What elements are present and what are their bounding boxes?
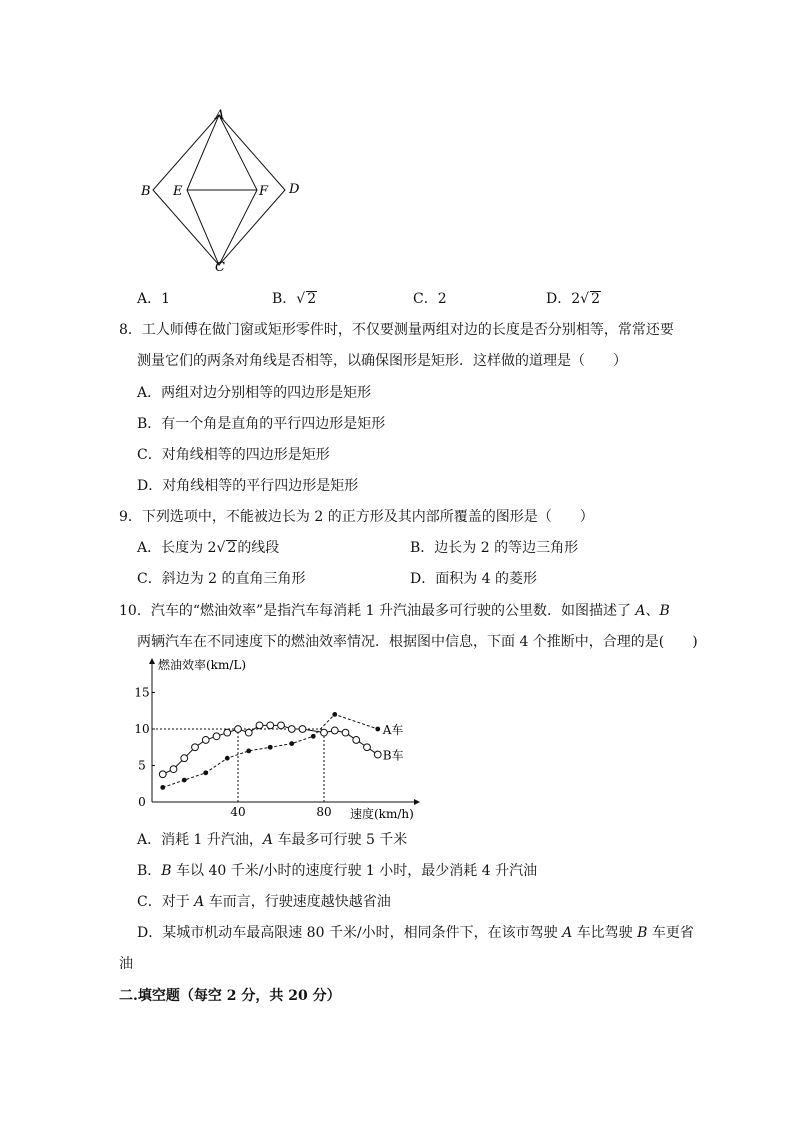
data-point-b bbox=[267, 722, 274, 729]
data-point-b bbox=[235, 726, 242, 733]
data-point-a bbox=[203, 770, 208, 775]
data-point-a bbox=[225, 756, 230, 761]
data-point-b bbox=[353, 737, 360, 744]
label-e: E bbox=[173, 184, 183, 199]
q9-option-c: C．斜边为 2 的直角三角形 bbox=[137, 571, 306, 587]
y-tick-label: 0 bbox=[138, 795, 146, 809]
q7-option-b: B．√ 2 bbox=[272, 291, 317, 307]
data-point-a bbox=[268, 745, 273, 750]
q10-option-a: A．消耗 1 升汽油，A 车最多可行驶 5 千米 bbox=[137, 832, 408, 848]
q9-option-d: D．面积为 4 的菱形 bbox=[410, 571, 538, 587]
y-axis-label: 燃油效率(km/L) bbox=[158, 658, 247, 672]
data-point-b bbox=[256, 722, 263, 729]
data-point-b bbox=[331, 727, 338, 734]
q8-option-c: C．对角线相等的四边形是矩形 bbox=[137, 447, 330, 463]
data-point-b bbox=[321, 729, 328, 736]
data-point-b bbox=[299, 726, 306, 733]
series-label-a: A车 bbox=[382, 723, 404, 737]
q10-line2: 两辆汽车在不同速度下的燃油效率情况．根据图中信息，下面 4 个推断中，合理的是( ) bbox=[137, 634, 698, 650]
q8-line2: 测量它们的两条对角线是否相等，以确保图形是矩形．这样做的道理是（ ） bbox=[137, 353, 627, 369]
y-axis-arrow bbox=[149, 658, 155, 664]
data-point-b bbox=[364, 744, 371, 751]
data-point-b bbox=[192, 744, 199, 751]
data-point-a bbox=[332, 712, 337, 717]
q10-option-d: D．某城市机动车最高限速 80 千米/小时，相同条件下，在该市驾驶 A 车比驾驶 B 车更省 bbox=[137, 925, 694, 941]
data-point-a bbox=[311, 734, 316, 739]
data-point-b bbox=[170, 766, 177, 773]
q7-option-d: D．2√ 2 bbox=[546, 291, 600, 307]
data-point-b bbox=[181, 755, 188, 762]
data-point-b bbox=[342, 729, 349, 736]
q7-option-c: C．2 bbox=[413, 291, 447, 307]
q7-option-a: A．1 bbox=[137, 291, 171, 307]
data-point-b bbox=[224, 729, 231, 736]
data-point-a bbox=[246, 749, 251, 754]
q8-option-a: A．两组对边分别相等的四边形是矩形 bbox=[137, 385, 372, 401]
q10-option-c: C．对于 A 车而言，行驶速度越快越省油 bbox=[137, 894, 391, 910]
x-axis-arrow bbox=[414, 799, 420, 805]
data-point-a bbox=[160, 785, 165, 790]
label-d: D bbox=[289, 182, 300, 197]
series-label-b: B车 bbox=[382, 748, 404, 763]
data-point-b bbox=[213, 733, 220, 740]
data-point-b bbox=[202, 737, 209, 744]
label-a: A bbox=[215, 108, 225, 123]
label-c: C bbox=[215, 260, 225, 275]
data-point-b bbox=[245, 729, 252, 736]
q10-option-d-line2: 油 bbox=[119, 956, 133, 972]
data-point-b bbox=[374, 751, 381, 758]
label-b: B bbox=[141, 184, 151, 199]
x-tick-label: 40 bbox=[230, 805, 246, 819]
data-point-a bbox=[375, 727, 380, 732]
data-point-a bbox=[182, 778, 187, 783]
data-point-b bbox=[159, 771, 166, 778]
q10-option-b: B．B 车以 40 千米/小时的速度行驶 1 小时，最少消耗 4 升汽油 bbox=[137, 863, 538, 879]
x-tick-label: 80 bbox=[316, 805, 332, 819]
q10-line1: 10．汽车的“燃油效率”是指汽车每消耗 1 升汽油最多可行驶的公里数．如图描述了 A、B bbox=[119, 603, 670, 619]
data-point-b bbox=[278, 722, 285, 729]
section-heading: 二.填空题（每空 2 分，共 20 分） bbox=[119, 988, 341, 1004]
y-tick-label: 15 bbox=[134, 685, 150, 700]
y-tick-label: 5 bbox=[138, 758, 146, 773]
q8-option-d: D．对角线相等的平行四边形是矩形 bbox=[137, 478, 359, 494]
geometry-figure bbox=[135, 105, 310, 275]
data-point-b bbox=[288, 726, 295, 733]
q9-option-a: A．长度为 2√ 2的线段 bbox=[137, 540, 280, 556]
fuel-efficiency-chart bbox=[128, 656, 414, 826]
q9-stem: 9．下列选项中，不能被边长为 2 的正方形及其内部所覆盖的图形是（ ） bbox=[119, 509, 594, 525]
q9-option-b: B．边长为 2 的等边三角形 bbox=[410, 540, 579, 556]
x-axis-label: 速度(km/h) bbox=[350, 807, 414, 821]
q8-line1: 8．工人师傅在做门窗或矩形零件时，不仅要测量两组对边的长度是否分别相等，常常还要 bbox=[119, 322, 674, 338]
data-point-a bbox=[289, 741, 294, 746]
y-tick-label: 10 bbox=[134, 722, 150, 736]
q8-option-b: B．有一个角是直角的平行四边形是矩形 bbox=[137, 416, 386, 432]
label-f: F bbox=[259, 184, 269, 199]
